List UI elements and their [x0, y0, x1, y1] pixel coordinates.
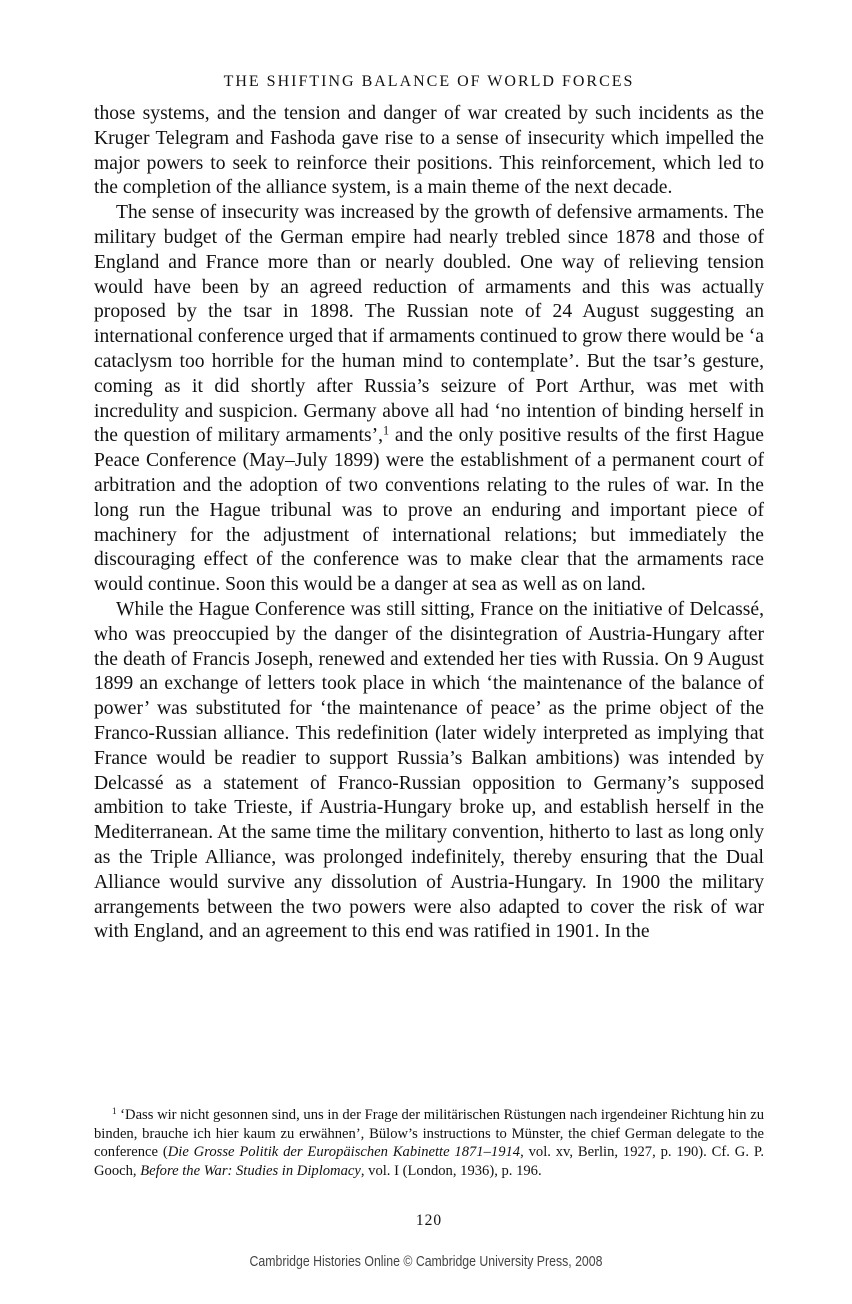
paragraph-1: those systems, and the tension and danger of war created by such incidents as the Kruger Telegram and Fashoda gave rise to a sense of insecurity which impelled the major powers to seek to reinforce their positions. This reinforcement, which led to the completion of the alliance system, is a main theme of the next decade.	[94, 103, 764, 199]
footnote-title-1: Die Grosse Politik der Europäischen Kabinette 1871–1914	[167, 1144, 521, 1161]
copyright-credit: Cambridge Histories Online © Cambridge University Press, 2008	[249, 1253, 603, 1270]
paragraph-3: While the Hague Conference was still sitting, France on the initiative of Delcassé, who was preoccupied by the danger of the disintegration of Austria-Hungary after the death of Francis Joseph, renewed and extended her ties with Russia. On 9 August 1899 an exchange of letters took place in which ‘the maintenance of the balance of power’ was substituted for ‘the maintenance of peace’ as the prime object of the Franco-Russian alliance. This redefinition (later widely interpreted as implying that France would be readier to support Russia’s Balkan ambitions) was intended by Delcassé as a statement of Franco-Russian opposition to Germany’s supposed ambition to take Trieste, if Austria-Hungary broke up, and establish herself in the Mediterranean. At the same time the military convention, hitherto to last as long only as the Triple Alliance, was prolonged indefinitely, thereby ensuring that the Dual Alliance would survive any dissolution of Austria-Hungary. In 1900 the military arrangements between the two powers were also adapted to cover the risk of war with England, and an agreement to this end was ratified in 1901. In the	[94, 598, 764, 943]
body-text	[94, 102, 764, 945]
footnote-marker: 1	[112, 1106, 117, 1117]
footnote-text-b: , vol. xv, Berlin, 1927, p. 190). Cf. G. P. Gooch,	[94, 1144, 764, 1179]
running-head: THE SHIFTING BALANCE OF WORLD FORCES	[223, 73, 635, 90]
paragraph-2	[94, 201, 764, 598]
footnote-text-a: ‘Dass wir nicht gesonnen sind, uns in der Frage der militärischen Rüstungen nach irgendeiner Richtung hin zu binden, brauche ich hier kaum zu erwähnen’, Bülow’s instructions to Münster, the chief German delegate to the conference (	[94, 1107, 764, 1161]
footnotes	[94, 1106, 764, 1180]
paragraph-2-part-a: The sense of insecurity was increased by the growth of defensive armaments. The military budget of the German empire had nearly trebled since 1878 and those of England and France more than or nearly doubled. One way of relieving tension would have been by an agreed reduction of armaments and this was actually proposed by the tsar in 1898. The Russian note of 24 August suggesting an international conference urged that if armaments continued to grow there would be ‘a cataclysm too horrible for the human mind to contemplate’. But the tsar’s gesture, coming as it did shortly after Russia’s seizure of Port Arthur, was met with incredulity and suspicion. Germany above all had ‘no intention of binding herself in the question of military armaments’,	[94, 202, 764, 447]
page-number: 120	[415, 1212, 443, 1229]
footnote-title-2: Before the War: Studies in Diplomacy	[140, 1162, 361, 1179]
footnote-text-c: , vol. I (London, 1936), p. 196.	[360, 1162, 542, 1179]
footnote-1	[94, 1106, 764, 1180]
paragraph-2-part-b: and the only positive results of the first Hague Peace Conference (May–July 1899) were the establishment of a permanent court of arbitration and the adoption of two conventions relating to the rules of war. In the long run the Hague tribunal was to prove an enduring and important piece of machinery for the adjustment of international relations; but immediately the discouraging effect of the conference was to make clear that the armaments race would continue. Soon this would be a danger at sea as well as on land.	[94, 425, 765, 596]
footnote-reference: 1	[383, 423, 390, 438]
